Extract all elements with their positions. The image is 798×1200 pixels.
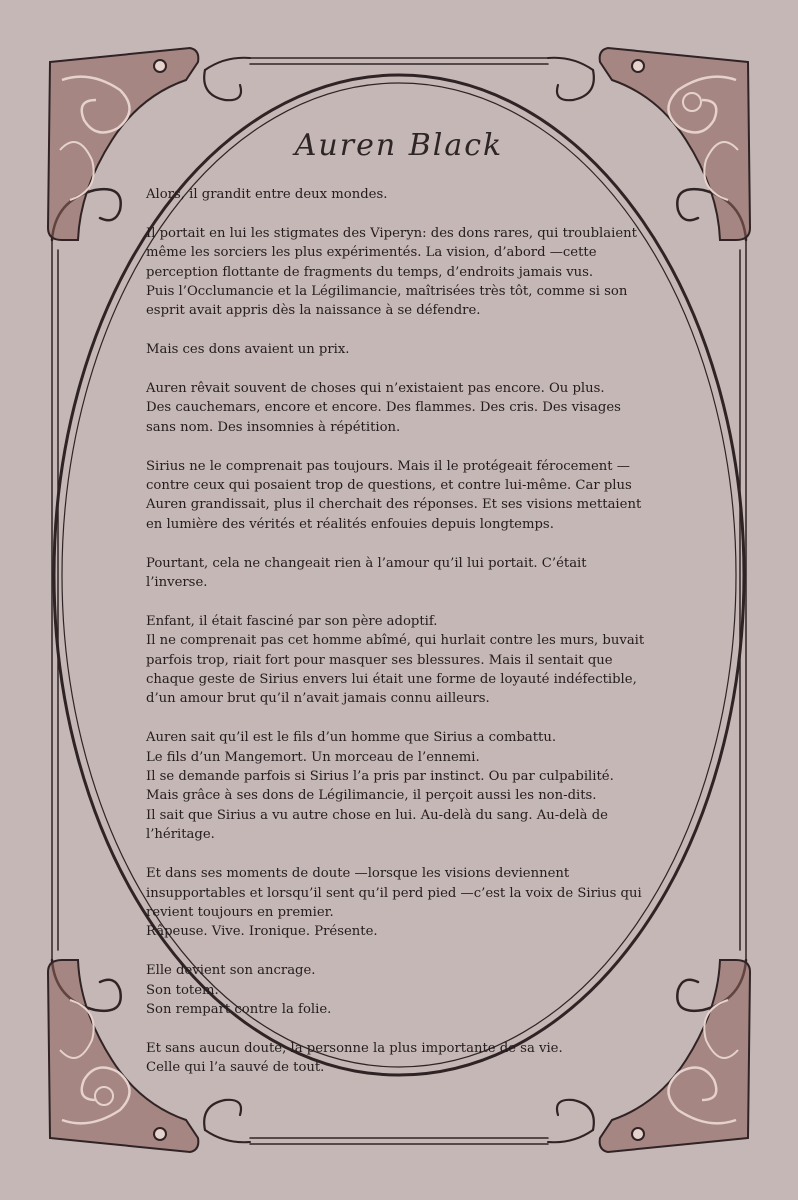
- text-line: Il sait que Sirius a vu autre chose en lui. Au-delà du sang. Au-delà de l’héritage.: [146, 807, 608, 843]
- paragraph: [146, 961, 652, 1019]
- text-line: Enfant, il était fasciné par son père adoptif.: [146, 613, 438, 629]
- paragraph: [146, 612, 652, 709]
- text-line: Mais grâce à ses dons de Légilimancie, il perçoit aussi les non-dits.: [146, 788, 597, 804]
- frame-top-bar: [250, 58, 548, 64]
- text-line: Son totem.: [146, 982, 219, 998]
- text-line: Et dans ses moments de doute —lorsque les visions deviennent insupportables et lorsqu’il sent qu’il perd pied —c’est la voix de Sirius qui revient toujours en premier.: [146, 866, 642, 920]
- text-line: Le fils d’un Mangemort. Un morceau de l’ennemi.: [146, 749, 480, 765]
- page-title: Auren Black: [294, 128, 504, 163]
- paragraph: [146, 728, 652, 844]
- frame-bottom-bar: [250, 1138, 548, 1144]
- paragraph: [146, 864, 652, 942]
- text-line: Mais ces dons avaient un prix.: [146, 342, 350, 358]
- text-line: Et sans aucun doute, la personne la plus importante de sa vie.: [146, 1040, 563, 1056]
- text-line: Auren sait qu’il est le fils d’un homme que Sirius a combattu.: [146, 730, 557, 746]
- text-line: Des cauchemars, encore et encore. Des flammes. Des cris. Des visages sans nom. Des insomnies à répétition.: [146, 400, 621, 435]
- text-line: Il se demande parfois si Sirius l’a pris par instinct. Ou par culpabilité.: [146, 769, 614, 785]
- paragraph: [146, 379, 652, 437]
- text-line: Son rempart contre la folie.: [146, 1001, 332, 1017]
- text-line: Auren rêvait souvent de choses qui n’existaient pas encore. Ou plus.: [146, 381, 605, 397]
- paragraph: [146, 457, 652, 535]
- text-line: Pourtant, cela ne changeait rien à l’amour qu’il lui portait. C’était l’inverse.: [146, 555, 587, 591]
- paragraph: [146, 340, 652, 359]
- text-line: Il ne comprenait pas cet homme abîmé, qui hurlait contre les murs, buvait parfois trop, riait fort pour masquer ses blessures. Mais il sentait que chaque geste de Sirius envers lui était une forme de loyauté indéfectible, d’un amour brut qu’il n’avait jamais connu ailleurs.: [146, 633, 645, 707]
- paragraph: [146, 185, 652, 204]
- text-line: Celle qui l’a sauvé de tout.: [146, 1060, 325, 1076]
- text-line: Râpeuse. Vive. Ironique. Présente.: [146, 924, 378, 940]
- text-line: Alors, il grandit entre deux mondes.: [146, 187, 388, 202]
- paragraph: [146, 224, 652, 321]
- paragraph: [146, 554, 652, 593]
- text-line: Sirius ne le comprenait pas toujours. Mais il le protégeait férocement —contre ceux qui posaient trop de questions, et contre lui-même. Car plus Auren grandissait, plus il cherchait des réponses. Et ses visions mettaient en lumière des vérités et réalités enfouies depuis longtemps.: [146, 458, 642, 532]
- paragraph: [146, 1039, 652, 1078]
- story-text: [146, 185, 652, 1097]
- text-line: Elle devient son ancrage.: [146, 963, 316, 979]
- text-line: Puis l’Occlumancie et la Légilimancie, maîtrisées très tôt, comme si son esprit avait appris dès la naissance à se défendre.: [146, 284, 628, 319]
- text-line: Il portait en lui les stigmates des Viperyn: des dons rares, qui troublaient même les sorciers les plus expérimentés. La vision, d’abord —cette perception flottante de fragments du temps, d’endroits jamais vus.: [146, 225, 637, 280]
